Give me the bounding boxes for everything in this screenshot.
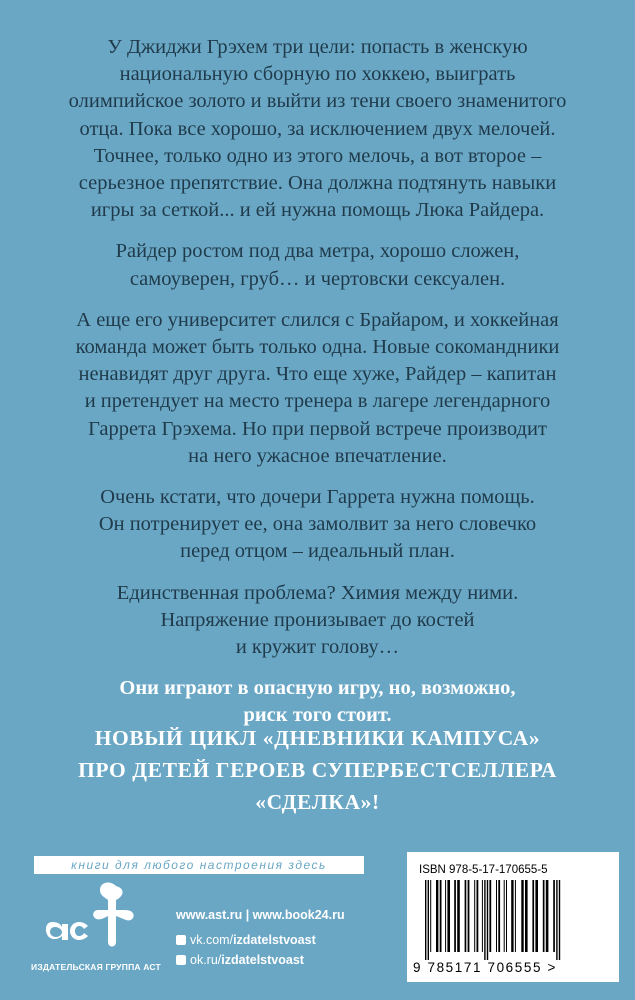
vk-handle: izdatelstvoast xyxy=(233,933,316,947)
text-line: Напряжение пронизывает до костей xyxy=(160,608,475,631)
barcode-bar xyxy=(430,880,431,952)
ok-link[interactable] xyxy=(176,950,345,970)
series-line: «СДЕЛКА»! xyxy=(255,790,380,814)
barcode-bar xyxy=(440,880,442,952)
text-line: А еще его университет слился с Брайаром, и хоккейная xyxy=(76,308,559,331)
description-blurb xyxy=(40,34,595,744)
ok-handle: izdatelstvoast xyxy=(221,953,304,967)
text-line: игры за сеткой... и ей нужна помощь Люка Райдера. xyxy=(90,199,545,222)
barcode-digits: 9 785171 706555 > xyxy=(413,960,557,975)
barcode-bar xyxy=(556,880,557,960)
barcode-bar xyxy=(436,880,438,952)
publisher-caption: ИЗДАТЕЛЬСКАЯ ГРУППА АСТ xyxy=(31,962,161,972)
barcode-bar xyxy=(506,880,507,952)
vk-prefix: vk.com/ xyxy=(190,933,234,947)
barcode-bar xyxy=(425,880,426,960)
ok-prefix: ok.ru/ xyxy=(190,953,222,967)
barcode-bar xyxy=(515,880,516,952)
barcode-bar xyxy=(484,880,485,960)
text-line: национальную сборную по хоккею, выиграть xyxy=(119,63,516,86)
text-line: Единственная проблема? Химия между ними. xyxy=(116,581,519,604)
barcode-graphic xyxy=(419,880,605,960)
barcode-bar xyxy=(457,880,460,952)
barcode-bar xyxy=(447,880,450,952)
barcode-bar xyxy=(546,880,549,952)
vk-icon xyxy=(176,935,186,945)
barcode-bar xyxy=(496,880,497,952)
paragraph-5 xyxy=(40,580,595,662)
barcode-bar xyxy=(559,880,560,960)
barcode-bar xyxy=(489,880,491,952)
vk-link[interactable] xyxy=(176,930,345,950)
barcode-bar xyxy=(543,880,545,952)
barcode-bar xyxy=(445,880,446,952)
text-line: Очень кстати, что дочери Гаррета нужна помощь. xyxy=(100,486,535,509)
paragraph-4 xyxy=(40,484,595,566)
barcode-bar xyxy=(535,880,538,952)
barcode-bar xyxy=(498,880,500,952)
barcode-bar xyxy=(487,880,488,960)
text-line: олимпийское золото и выйти из тени своего знаменитого xyxy=(68,90,567,113)
text-line: самоуверен, груб… и чертовски сексуален. xyxy=(129,267,506,290)
barcode-bar xyxy=(474,880,475,952)
barcode-bar xyxy=(468,880,470,952)
barcode-bar xyxy=(521,880,523,952)
ok-icon xyxy=(176,955,186,965)
barcode-bar xyxy=(477,880,479,952)
paragraph-3 xyxy=(40,307,595,470)
text-line: и кружит голову… xyxy=(235,636,400,659)
text-line: команда может быть только одна. Новые сокомандники xyxy=(75,336,560,359)
barcode-bar xyxy=(525,880,528,952)
text-line: и претендует на место тренера в лагере легендарного xyxy=(84,390,551,413)
barcode-bar xyxy=(428,880,429,960)
barcode-bar xyxy=(482,880,483,952)
text-line: на него ужасное впечатление. xyxy=(188,444,447,467)
text-line: серьезное препятствие. Она должна подтянуть навыки xyxy=(78,172,557,195)
publisher-tagline: книги для любого настроения здесь xyxy=(71,858,327,872)
text-line: Они играют в опасную игру, но, возможно, xyxy=(119,677,516,700)
text-line: риск того стоит. xyxy=(243,704,392,727)
text-line: Точнее, только одно из этого мелочь, а вот второе – xyxy=(93,144,542,167)
barcode-bar xyxy=(465,880,467,952)
publisher-links xyxy=(176,908,345,970)
text-line: Гаррета Грэхема. Но при первой встрече производит xyxy=(88,417,547,440)
ast-logo-icon xyxy=(44,880,148,952)
barcode-bar xyxy=(553,880,555,952)
text-line: перед отцом – идеальный план. xyxy=(180,540,455,563)
text-line: отца. Пока все хорошо, за исключением двух мелочей. xyxy=(79,117,556,140)
barcode-bar xyxy=(511,880,513,952)
barcode-bar xyxy=(532,880,534,952)
paragraph-2 xyxy=(40,238,595,292)
paragraph-1 xyxy=(40,34,595,224)
series-line: НОВЫЙ ЦИКЛ «ДНЕВНИКИ КАМПУСА» xyxy=(94,726,541,750)
barcode-bar xyxy=(454,880,456,952)
series-line: ПРО ДЕТЕЙ ГЕРОЕВ СУПЕРБЕСТСЕЛЛЕРА xyxy=(78,758,557,782)
text-line: Райдер ростом под два метра, хорошо сложен, xyxy=(115,240,520,263)
website-links[interactable]: www.ast.ru | www.book24.ru xyxy=(176,908,345,922)
series-announcement xyxy=(20,722,615,818)
text-line: ненавидят друг друга. Что еще хуже, Райдер – капитан xyxy=(78,363,557,386)
text-line: У Джиджи Грэхем три цели: попасть в женскую xyxy=(107,36,528,58)
isbn-label: ISBN 978-5-17-170655-5 xyxy=(419,864,548,876)
barcode-bar xyxy=(504,880,505,952)
text-line: Он потренирует ее, она замолвит за него словечко xyxy=(98,513,537,536)
